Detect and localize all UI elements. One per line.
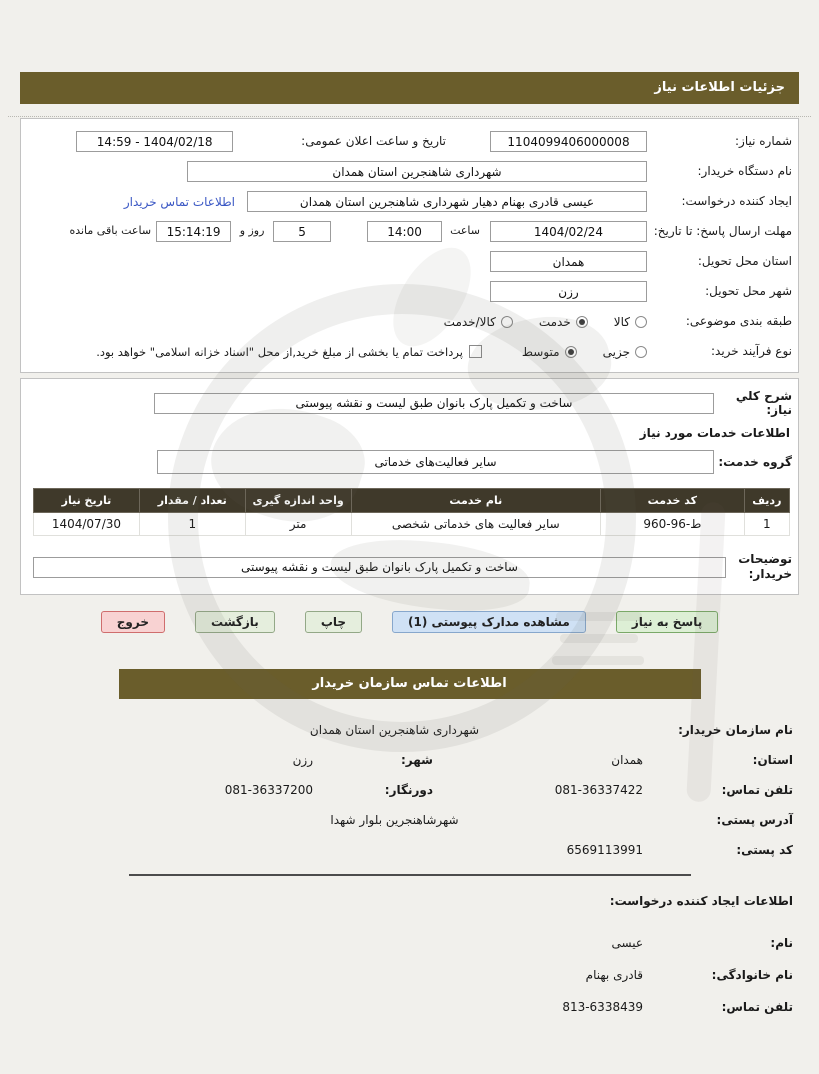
procurement-need-details-page xyxy=(0,72,819,1074)
radio-service-label: خدمت xyxy=(538,314,571,329)
row-first-name xyxy=(26,934,793,952)
row-last-name xyxy=(26,966,793,984)
required-services-heading: اطلاعات خدمات مورد نیاز xyxy=(639,426,790,440)
need-description-input[interactable] xyxy=(154,393,714,414)
creator-phone-label: تلفن تماس: xyxy=(721,1000,793,1014)
row-need-description xyxy=(31,389,792,417)
section-header-need-details xyxy=(20,72,799,104)
subject-classification-label: طبقه بندی موضوعی: xyxy=(685,313,792,328)
days-remaining-input[interactable] xyxy=(273,221,331,242)
postal-address-value: شهرشاهنجرین بلوار شهدا xyxy=(330,812,459,827)
delivery-province-input[interactable] xyxy=(490,251,647,272)
deadline-hour-label: ساعت xyxy=(450,224,480,238)
org-name-value: شهرداری شاهنجرین استان همدان xyxy=(309,722,480,737)
back-button[interactable]: بازگشت xyxy=(195,611,275,633)
col-quantity: تعداد / مقدار xyxy=(139,489,245,513)
buyer-contact-header-title: اطلاعات تماس سازمان خریدار xyxy=(312,676,507,691)
need-description-label: شرح كلي نياز: xyxy=(735,389,792,417)
cell-service-name: سایر فعالیت های خدماتی شخصی xyxy=(351,513,600,536)
request-creator-input[interactable] xyxy=(247,191,647,212)
cell-measure-unit: متر xyxy=(245,513,351,536)
radio-goods-service-label: کالا/خدمت xyxy=(443,314,496,329)
deadline-date-input[interactable] xyxy=(490,221,647,242)
row-subject-classification xyxy=(31,311,792,332)
contact-fax-value: 081-36337200 xyxy=(224,782,313,797)
announce-datetime-label: تاریخ و ساعت اعلان عمومی: xyxy=(301,133,446,148)
postal-code-value: 6569113991 xyxy=(566,842,643,857)
contact-province-value: همدان xyxy=(611,752,643,767)
col-service-code: کد خدمت xyxy=(601,489,745,513)
last-name-label: نام خانوادگی: xyxy=(711,968,793,982)
radio-goods-label: کالا xyxy=(613,314,630,329)
service-group-input[interactable] xyxy=(157,450,714,474)
radio-goods-service[interactable] xyxy=(501,316,513,328)
postal-code-label: کد پستی: xyxy=(736,842,793,857)
services-table xyxy=(33,488,790,536)
need-description-panel xyxy=(20,378,799,595)
respond-to-need-button[interactable]: پاسخ به نیاز xyxy=(616,611,718,633)
radio-medium[interactable] xyxy=(565,346,577,358)
row-response-deadline xyxy=(31,221,792,242)
watermark-shape xyxy=(552,656,644,665)
announce-datetime-input[interactable] xyxy=(76,131,233,152)
first-name-label: نام: xyxy=(770,936,793,950)
contact-creator-divider xyxy=(129,874,691,876)
deadline-label: مهلت ارسال پاسخ: تا تاریخ: xyxy=(653,223,792,238)
time-remaining-input[interactable] xyxy=(156,221,231,242)
contact-city-value: رزن xyxy=(292,752,313,767)
days-remaining-label: روز و xyxy=(239,224,265,238)
deadline-time-input[interactable] xyxy=(367,221,442,242)
last-name-value: قادری بهنام xyxy=(585,968,643,982)
request-creator-section xyxy=(26,894,793,1016)
buyer-notes-input[interactable] xyxy=(33,557,726,578)
cell-need-date: 1404/07/30 xyxy=(34,513,140,536)
print-button[interactable]: چاپ xyxy=(305,611,362,633)
buyer-org-input[interactable] xyxy=(187,161,647,182)
row-org-name xyxy=(26,719,793,740)
view-attached-documents-button[interactable]: مشاهده مدارک پیوستی (1) xyxy=(392,611,586,633)
purchase-process-label: نوع فرآیند خرید: xyxy=(711,343,792,358)
row-service-group xyxy=(31,450,792,474)
need-number-label: شماره نیاز: xyxy=(735,133,792,148)
need-number-input[interactable] xyxy=(490,131,647,152)
contact-phone-value: 081-36337422 xyxy=(554,782,643,797)
buyer-contact-section xyxy=(26,719,793,860)
row-delivery-city xyxy=(31,281,792,302)
delivery-city-input[interactable] xyxy=(490,281,647,302)
treasury-documents-note: پرداخت تمام یا بخشی از مبلغ خرید,از محل "اسناد خزانه اسلامی" خواهد بود. xyxy=(96,344,463,359)
col-need-date: تاریخ نیاز xyxy=(34,489,140,513)
request-creator-heading: اطلاعات ایجاد کننده درخواست: xyxy=(609,894,793,908)
time-remaining-label: ساعت باقی مانده xyxy=(69,224,152,238)
section-header-title: جزئیات اطلاعات نیاز xyxy=(654,80,785,95)
row-creator-phone xyxy=(26,998,793,1016)
exit-button[interactable]: خروج xyxy=(101,611,165,633)
row-postal-address xyxy=(26,809,793,830)
service-group-label: گروه خدمت: xyxy=(718,455,792,469)
cell-service-code: ط-96-960 xyxy=(601,513,745,536)
radio-goods[interactable] xyxy=(635,316,647,328)
top-dotted-divider xyxy=(8,116,811,117)
row-buyer-org xyxy=(31,161,792,182)
col-service-name: نام خدمت xyxy=(351,489,600,513)
cell-quantity: 1 xyxy=(139,513,245,536)
buyer-notes-label: توضیحات خریدار: xyxy=(738,552,792,581)
row-delivery-province xyxy=(31,251,792,272)
request-creator-label: ایجاد کننده درخواست: xyxy=(681,193,792,208)
action-buttons-row xyxy=(0,611,819,633)
contact-fax-label: دورنگار: xyxy=(384,782,433,797)
contact-city-label: شهر: xyxy=(401,752,433,767)
contact-province-label: استان: xyxy=(752,752,793,767)
postal-address-label: آدرس پستی: xyxy=(716,812,793,827)
row-province-city xyxy=(26,749,793,770)
row-need-number xyxy=(31,131,792,152)
table-row xyxy=(34,513,790,536)
buyer-contact-link[interactable]: اطلاعات تماس خریدار xyxy=(123,194,235,209)
radio-medium-label: متوسط xyxy=(521,344,560,359)
contact-phone-label: تلفن تماس: xyxy=(721,782,793,797)
col-row-number: ردیف xyxy=(744,489,789,513)
row-purchase-process-type xyxy=(31,341,792,362)
first-name-value: عیسی xyxy=(611,936,643,950)
buyer-org-label: نام دستگاه خریدار: xyxy=(697,163,792,178)
watermark-shape xyxy=(560,634,638,643)
org-name-label: نام سازمان خریدار: xyxy=(678,722,793,737)
cell-row-number: 1 xyxy=(744,513,789,536)
delivery-province-label: استان محل تحویل: xyxy=(697,253,792,268)
section-header-buyer-contact xyxy=(119,669,701,699)
row-postal-code xyxy=(26,839,793,860)
radio-minor[interactable] xyxy=(635,346,647,358)
row-buyer-notes xyxy=(31,552,792,582)
creator-phone-value: 813-6338439 xyxy=(562,1000,643,1014)
services-table-header xyxy=(34,489,790,513)
treasury-documents-checkbox[interactable] xyxy=(469,345,482,358)
row-phone-fax xyxy=(26,779,793,800)
delivery-city-label: شهر محل تحویل: xyxy=(705,283,792,298)
need-details-panel xyxy=(20,118,799,373)
col-measure-unit: واحد اندازه گیری xyxy=(245,489,351,513)
radio-service[interactable] xyxy=(576,316,588,328)
radio-minor-label: جزیی xyxy=(602,344,630,359)
row-request-creator xyxy=(31,191,792,212)
